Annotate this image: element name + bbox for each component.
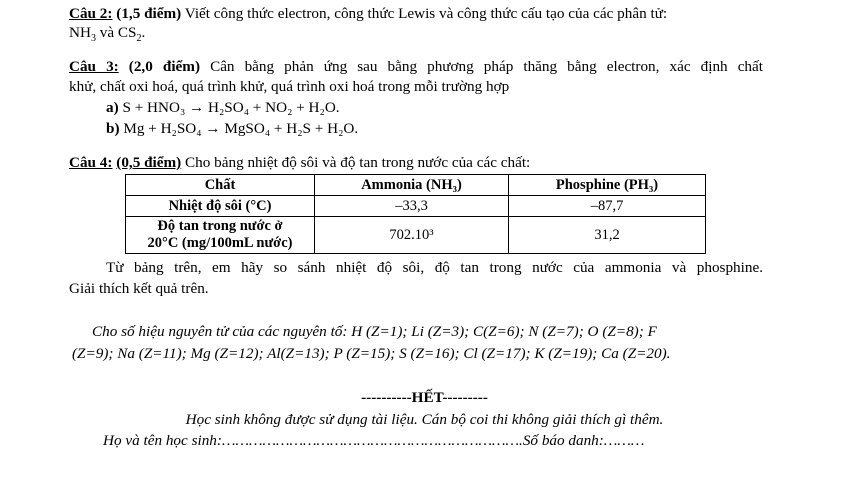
data-table [125, 174, 706, 254]
table-header-cell: Ammonia (NH₃) [315, 175, 509, 196]
question-3b [106, 119, 358, 138]
molecule-1: NH [69, 24, 91, 41]
question-4-text: Cho bảng nhiệt độ sôi và độ tan trong nước của các chất: [185, 154, 531, 171]
and-word: và [99, 24, 115, 41]
student-name-line: Họ và tên học sinh:………………………………………………………….Số báo danh:……… [103, 432, 645, 449]
table-cell: Nhiệt độ sôi (°C) [126, 196, 315, 217]
table-row [126, 196, 706, 217]
question-4-label: Câu 4: [69, 154, 113, 171]
question-3a-label: a) [106, 99, 119, 116]
table-header-row [126, 175, 706, 196]
question-4-points: (0,5 điểm) [116, 154, 182, 171]
table-cell [126, 217, 315, 254]
question-3-points: (2,0 điểm) [128, 58, 200, 75]
molecule-2: CS [117, 24, 137, 41]
question-3a [106, 98, 340, 117]
table-cell-line: 20°C (mg/100mL nước) [147, 235, 293, 251]
atomic-numbers-line-2: (Z=9); Na (Z=11); Mg (Z=12); Al(Z=13); P (Z=15); S (Z=16); Cl (Z=17); K (Z=19); Ca (Z=20). [72, 345, 671, 362]
question-2-text: Viết công thức electron, công thức Lewis và công thức cấu tạo của các phân tử: [184, 5, 668, 22]
table-cell: –87,7 [509, 196, 706, 217]
question-3b-equation: Mg + H₂SO₄ → MgSO₄ + H₂S + H₂O. [123, 120, 359, 137]
question-4-line-1 [69, 153, 530, 172]
question-3b-label: b) [106, 120, 120, 137]
molecule-2-subscript: 2 [136, 33, 142, 45]
question-4-line-2: Từ bảng trên, em hãy so sánh nhiệt độ sôi, độ tan trong nước của ammonia và phosphine. [106, 259, 763, 276]
question-3-line-1 [69, 57, 763, 76]
table-header-cell: Phosphine (PH₃) [509, 175, 706, 196]
table-cell: 31,2 [509, 217, 706, 254]
footer-note: Học sinh không được sử dụng tài liệu. Cán bộ coi thi không giải thích gì thêm. [185, 411, 664, 428]
atomic-numbers-line-1: Cho số hiệu nguyên tử của các nguyên tố: H (Z=1); Li (Z=3); C(Z=6); N (Z=7); O (Z=8); F [92, 323, 657, 340]
molecule-end: . [141, 24, 146, 41]
question-3-label: Câu 3: [69, 58, 119, 75]
question-2-line-1 [69, 4, 667, 23]
question-3-line-2: khử, chất oxi hoá, quá trình khử, quá trình oxi hoá trong mỗi trường hợp [69, 78, 510, 95]
question-4-line-3: Giải thích kết quả trên. [69, 280, 209, 297]
table-row [126, 217, 706, 254]
question-2-line-2 [69, 23, 145, 48]
question-3-text: Cân bằng phản ứng sau bằng phương pháp thăng bằng electron, xác định chất [210, 58, 763, 75]
table-cell: –33,3 [315, 196, 509, 217]
molecule-1-subscript: 3 [90, 33, 96, 45]
table-cell-line: Độ tan trong nước ở [157, 218, 283, 234]
question-2-label: Câu 2: [69, 5, 113, 22]
end-mark: ----------HẾT--------- [361, 389, 488, 406]
table-header-cell: Chất [126, 175, 315, 196]
table-cell: 702.10³ [315, 217, 509, 254]
question-3a-equation: S + HNO₃ → H₂SO₄ + NO₂ + H₂O. [122, 99, 340, 116]
question-2-points: (1,5 điểm) [116, 5, 182, 22]
